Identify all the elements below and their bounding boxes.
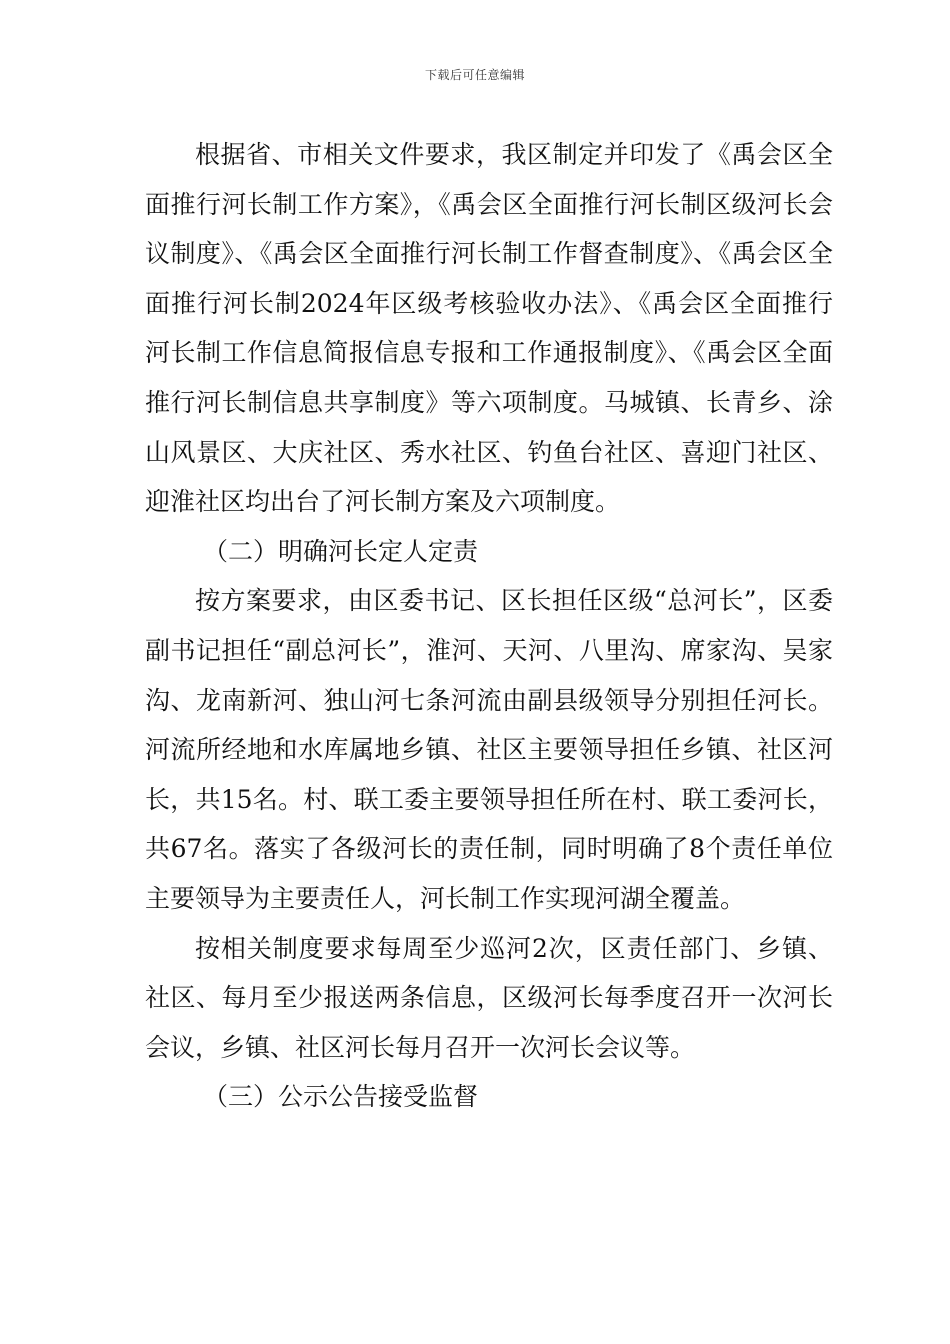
document-body — [145, 130, 833, 1122]
paragraph-patrol-requirements: 按相关制度要求每周至少巡河2次，区责任部门、乡镇、社区、每月至少报送两条信息，区级河长每季度召开一次河长会议，乡镇、社区河长每月召开一次河长会议等。 — [145, 933, 833, 1062]
paragraph-river-chiefs: 按方案要求，由区委书记、区长担任区级“总河长”，区委副书记担任“副总河长”，淮河、天河、八里沟、席家沟、吴家沟、龙南新河、独山河七条河流由副县级领导分别担任河长。河流所经地和水库属地乡镇、社区主要领导担任乡镇、社区河长，共15名。村、联工委主要领导担任所在村、联工委河长，共67名。落实了各级河长的责任制，同时明确了8个责任单位主要领导为主要责任人，河长制工作实现河湖全覆盖。 — [145, 586, 833, 913]
paragraph-regulations: 根据省、市相关文件要求，我区制定并印发了《禹会区全面推行河长制工作方案》，《禹会区全面推行河长制区级河长会议制度》、《禹会区全面推行河长制工作督查制度》、《禹会区全面推行河长制2024年区级考核验收办法》、《禹会区全面推行河长制工作信息简报信息专报和工作通报制度》、《禹会区全面推行河长制信息共享制度》等六项制度。马城镇、长青乡、涂山风景区、大庆社区、秀水社区、钓鱼台社区、喜迎门社区、迎淮社区均出台了河长制方案及六项制度。 — [145, 140, 833, 517]
section-heading-3: （三）公示公告接受监督 — [203, 1082, 479, 1112]
header-note: 下载后可任意编辑 — [424, 68, 525, 82]
section-heading-2: （二）明确河长定人定责 — [203, 536, 479, 566]
